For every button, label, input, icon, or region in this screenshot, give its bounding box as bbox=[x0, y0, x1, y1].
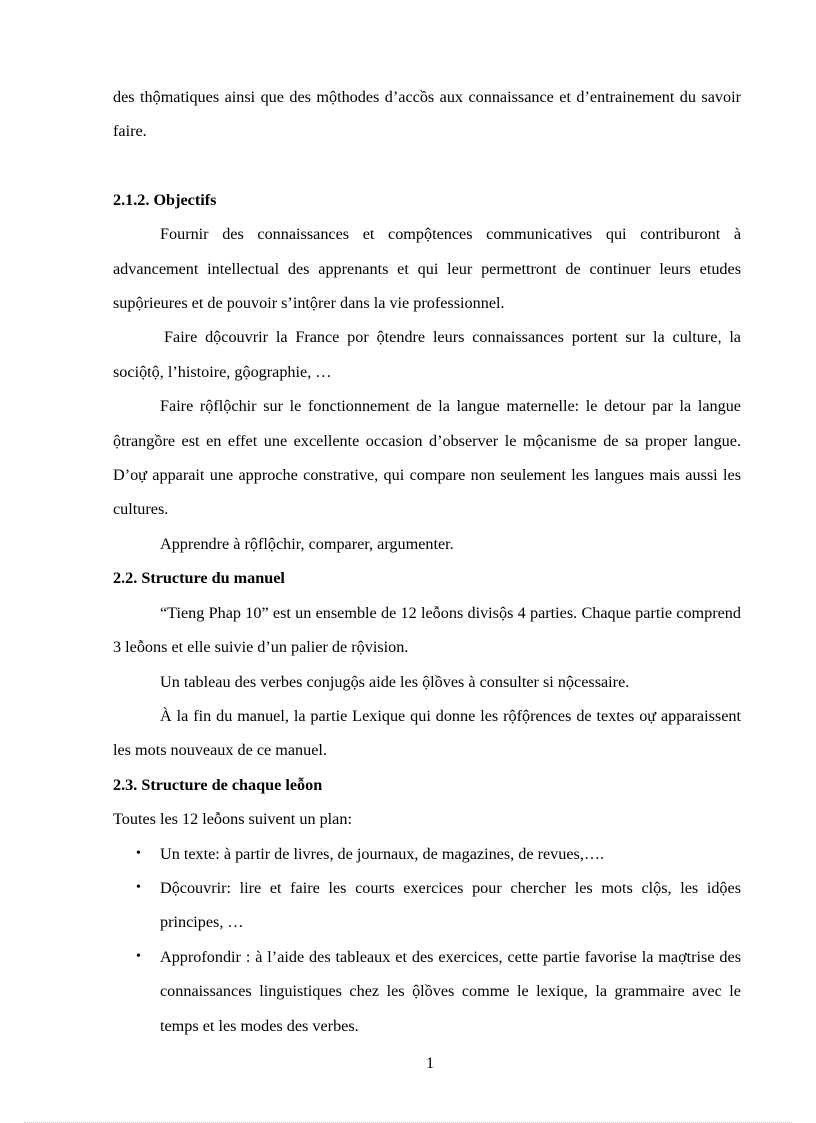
list-item bbox=[113, 837, 741, 871]
paragraph-objectifs-4: Apprendre à rộflộchir, comparer, argumenter. bbox=[160, 534, 454, 553]
paragraph-objectifs-2: Faire dộcouvrir la France por ộtendre leurs connaissances portent sur la culture, la sociộtộ, l’histoire, gộographie, … bbox=[113, 328, 741, 381]
list-item-text: Un texte: à partir de livres, de journaux, de magazines, de revues,…. bbox=[160, 844, 605, 863]
heading-structure-lecon: 2.3. Structure de chaque leỗon bbox=[113, 775, 323, 794]
heading-objectifs: 2.1.2. Objectifs bbox=[113, 190, 217, 209]
paragraph-intro: des thộmatiques ainsi que des mộthodes d’accồs aux connaissance et d’entrainement du savoir faire. bbox=[113, 88, 741, 141]
bullet-list bbox=[113, 837, 741, 1043]
paragraph-structure-2: Un tableau des verbes conjugộs aide les ộlồves à consulter si nộcessaire. bbox=[160, 672, 630, 691]
list-item-text: Approfondir : à l’aide des tableaux et des exercices, cette partie favorise la maợtrise des connaissances linguistiques chez les ộlồves comme le lexique, la grammaire avec le temps et les modes des verbes. bbox=[160, 947, 741, 1035]
paragraph-objectifs-3: Faire rộflộchir sur le fonctionnement de la langue maternelle: le detour par la langue ộtrangồre est en effet une excellente occasion d’observer le mộcanisme de sa proper langue. D’oự apparait une approche constrative, qui compare non seulement les langues mais aussi les cultures. bbox=[113, 397, 741, 519]
paragraph-structure-3: À la fin du manuel, la partie Lexique qui donne les rộfộrences de textes oự apparaissent les mots nouveaux de ce manuel. bbox=[113, 706, 741, 760]
page-body bbox=[113, 80, 741, 1043]
paragraph-structure-1: “Tieng Phap 10” est un ensemble de 12 leỗons divisộs 4 parties. Chaque partie comprend 3 leỗons et elle suivie d’un palier de rộvision. bbox=[113, 603, 741, 657]
spacer bbox=[113, 149, 741, 183]
bullet-icon: • bbox=[136, 948, 141, 964]
bullet-icon: • bbox=[136, 879, 141, 895]
list-item-text: Dộcouvrir: lire et faire les courts exercices pour chercher les mots clộs, les idộes principes, … bbox=[160, 878, 741, 932]
paragraph-objectifs-1: Fournir des connaissances et compộtences communicatives qui contriburont à advancement intellectual des apprenants et qui leur permettront de continuer leurs etudes supộrieures et de pouvoir s’intộrer dans la vie professionnel. bbox=[113, 225, 741, 313]
list-item bbox=[113, 871, 741, 940]
page-number: 1 bbox=[426, 1055, 434, 1072]
list-item bbox=[113, 940, 741, 1043]
bullet-icon: • bbox=[136, 845, 141, 861]
paragraph-lecon-intro: Toutes les 12 leỗons suivent un plan: bbox=[113, 810, 352, 829]
heading-structure-manuel: 2.2. Structure du manuel bbox=[113, 569, 285, 588]
